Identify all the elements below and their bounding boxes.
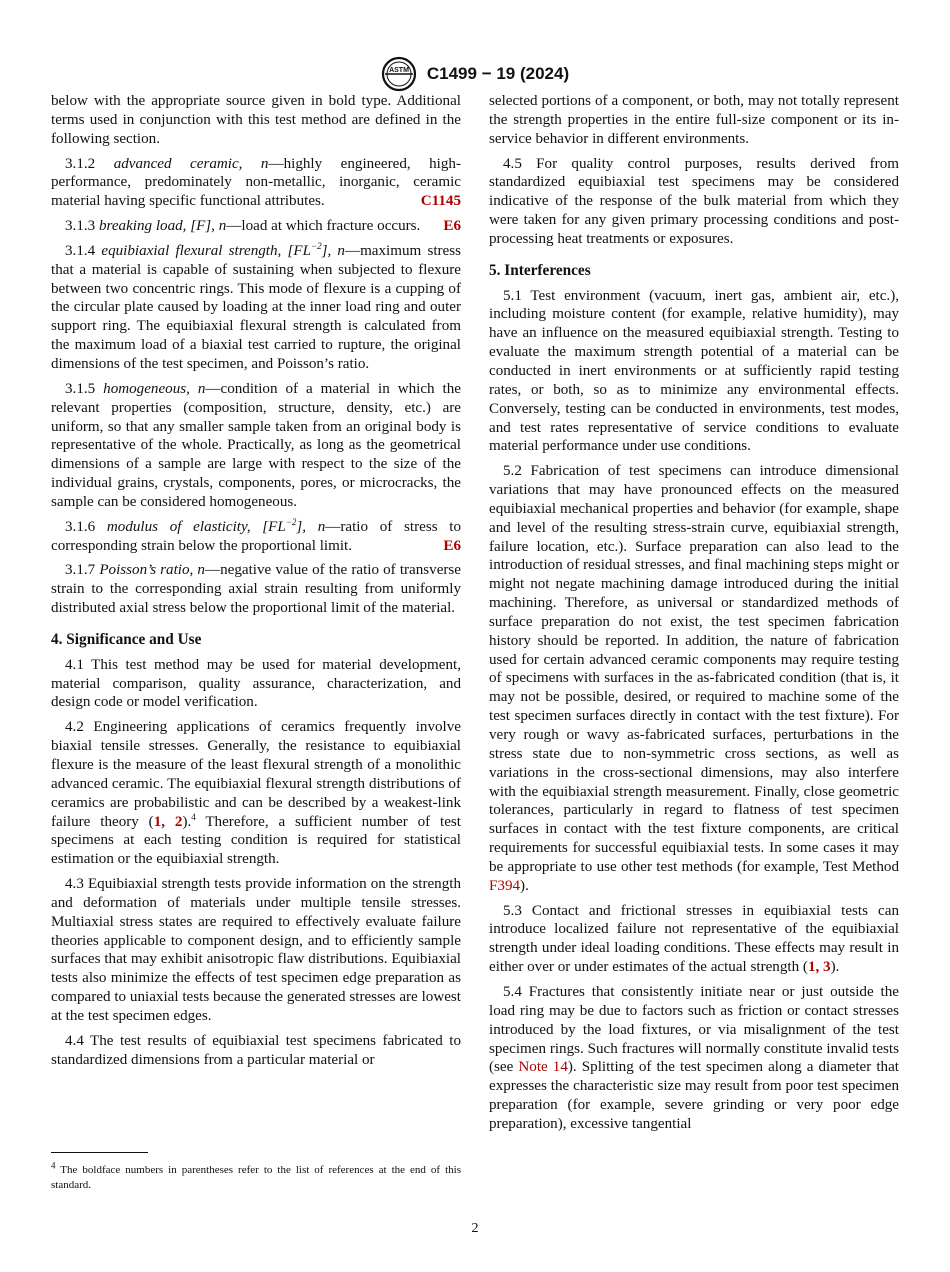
definition-homogeneous: 3.1.5 homogeneous, n—condition of a material in which the relevant properties (composition, structure, density, etc.) are uniform, so that any smaller sample taken from an original body is representative of the whole. Practically, as long as the geometrical dimensions of a sample are large with respect to the size of the individual grains, crystals, components, pores, or microcracks, the sample can be considered homogeneous.: [51, 380, 461, 510]
designation: C1499 − 19 (2024): [426, 64, 570, 83]
definition-advanced-ceramic: 3.1.2 advanced ceramic, n—highly engineered, high-performance, predominately non-metallic, inorganic, ceramic material having specific functional attributes. C1145: [51, 155, 462, 210]
reference-link[interactable]: 1, 2: [153, 813, 183, 830]
definition-modulus: 3.1.6 modulus of elasticity, $[FL^{-2}]$, n—ratio of stress to corresponding strain below the proportional limit. E6: [51, 516, 462, 554]
paragraph-4-5: 4.5 For quality control purposes, results derived from standardized equibiaxial test specimens may be considered indicative of the response of the bulk material from which they were taken for any given primary processing conditions and post-processing heat treatments or exposures.: [489, 155, 899, 247]
paragraph-4-4: 4.4 The test results of equibiaxial test specimens fabricated to standardized dimensions from a particular material or: [51, 1032, 461, 1068]
intro-paragraph: below with the appropriate source given in bold type. Additional terms used in conjunction with this test method are defined in the following section.: [51, 93, 461, 147]
footnote: $^4$ The boldface numbers in parentheses refer to the list of references at the end of this standard.: [51, 1160, 461, 1191]
right-column: [489, 92, 899, 1140]
section-heading-5: 5. Interferences: [489, 261, 591, 279]
svg-text:ASTM: ASTM: [388, 67, 409, 74]
paragraph-4-3: 4.3 Equibiaxial strength tests provide information on the strength and deformation of materials under multiple tensile stresses. Multiaxial stress states are required to effectively evaluate failure theories applicable to component design, and to efficiently sample surfaces that may exhibit anisotropic flaw distributions. Equibiaxial tests also minimize the effects of test specimen edge preparation as compared to uniaxial tests because the generated stresses are lowest at the test specimen edges.: [51, 876, 461, 1024]
left-column: [51, 92, 461, 1076]
paragraph-5-4: 5.4 Fractures that consistently initiate near or just outside the load ring may be due to factors such as friction or contact stresses introduced by the load fixtures, or via misalignment of the test specimen rings. Such fractures will normally constitute invalid tests (see Note 14). Splitting of the test specimen along a diameter that expresses the characteristic size may result from poor test specimen preparation (for example, severe grinding or very poor edge preparation), excessive tangential: [489, 983, 899, 1132]
paragraph-5-1: 5.1 Test environment (vacuum, inert gas, ambient air, etc.), including moisture content (for example, relative humidity), may have an influence on the measured equibiaxial strength. Testing to evaluate the maximum strength potential of a material can be conducted in inert environments or at sufficiently rapid testing rates, or both, so as to minimize any environmental effects. Conversely, testing can be conducted in environments, test modes, and test rates representative of service conditions to evaluate material performance under use conditions.: [489, 287, 899, 455]
note-link[interactable]: Note 14: [518, 1059, 568, 1076]
paragraph-5-3: 5.3 Contact and frictional stresses in equibiaxial tests can introduce localized failure not representative of the equibiaxial strength under ideal loading conditions. These effects may result in either over or under estimates of the actual strength (1, 3).: [489, 902, 899, 976]
source-ref[interactable]: E6: [443, 537, 461, 554]
page-number: 2: [471, 1221, 479, 1236]
section-heading-4: 4. Significance and Use: [51, 630, 202, 648]
footnote-mark: 4: [191, 811, 196, 822]
source-ref[interactable]: E6: [443, 218, 461, 235]
paragraph-5-2: 5.2 Fabrication of test specimens can introduce dimensional variations that may have pronounced effects on the measured equibiaxial mechanical properties and behavior (for example, shape and level of the resulting stress-strain curve, equibiaxial strength, failure location, etc.). Surface preparation can also lead to the introduction of residual stresses, and final machining steps might or might not negate machining damage introduced during the initial machining. Therefore, as universal or standardized methods of surface preparation do not exist, the test specimen fabrication history should be reported. In addition, the nature of fabrication used for certain advanced ceramic components may require testing of specimens with surfaces in the as-fabricated condition (that is, it may not be possible, desired, or required to machine some of the test specimen surfaces directly in contact with the test fixture). For very rough or wavy as-fabricated surfaces, perturbations in the stress state due to non-symmetric cross sections, as well as variations in the cross-sectional dimensions, may also interfere with the equibiaxial strength measurement. Finally, close geometric tolerances, particularly in regard to flatness of test specimen surfaces in contact with the test fixture components, are critical requirements for successful equibiaxial tests. In some cases it may be appropriate to use other test methods (for example, Test Method F394).: [489, 463, 899, 894]
footnote-divider: [51, 1152, 148, 1153]
astm-logo-icon: [381, 56, 417, 92]
definition-poissons-ratio: 3.1.7 Poisson’s ratio, n—negative value of the ratio of transverse strain to the corresponding axial strain resulting from uniformly distributed axial stress below the proportional limit of the material.: [51, 562, 462, 617]
paragraph-4-2: 4.2 Engineering applications of ceramics frequently involve biaxial tensile stresses. Generally, the resistance to equibiaxial flexure is the measure of the least flexural strength of a monolithic advanced ceramic. The equibiaxial flexural strength distributions of ceramics are probabilistic and can be described by a weakest-link failure theory (1, 2).$^4$ Therefore, a sufficient number of test specimens at each testing condition is required for statistical estimation or the equibiaxial strength.: [51, 719, 461, 868]
paragraph-4-1: 4.1 This test method may be used for material development, material comparison, quality assurance, characterization, and design code or model verification.: [51, 656, 461, 711]
source-ref[interactable]: C1145: [420, 193, 461, 210]
reference-link[interactable]: 1, 3: [807, 959, 831, 976]
test-method-link[interactable]: F394: [489, 877, 521, 894]
paragraph-4-4-continued: selected portions of a component, or both, may not totally represent the strength properties in the entire full-size component or its in-service behavior in different environments.: [489, 93, 899, 147]
definition-breaking-load: 3.1.3 breaking load, [F], n—load at which fracture occurs. E6: [65, 218, 461, 235]
page-header: [0, 56, 950, 92]
definition-equibiaxial-strength: 3.1.4 equibiaxial flexural strength, $[FL^{-2}]$, n—maximum stress that a material is capable of sustaining when subjected to flexure between two concentric rings. This mode of flexure is a cupping of the circular plate caused by loading at the inner load ring and outer support ring. The equibiaxial flexural strength is calculated from the maximum load of a biaxial test carried to rupture, the original dimensions of the test specimen, and Poisson’s ratio.: [51, 240, 462, 372]
